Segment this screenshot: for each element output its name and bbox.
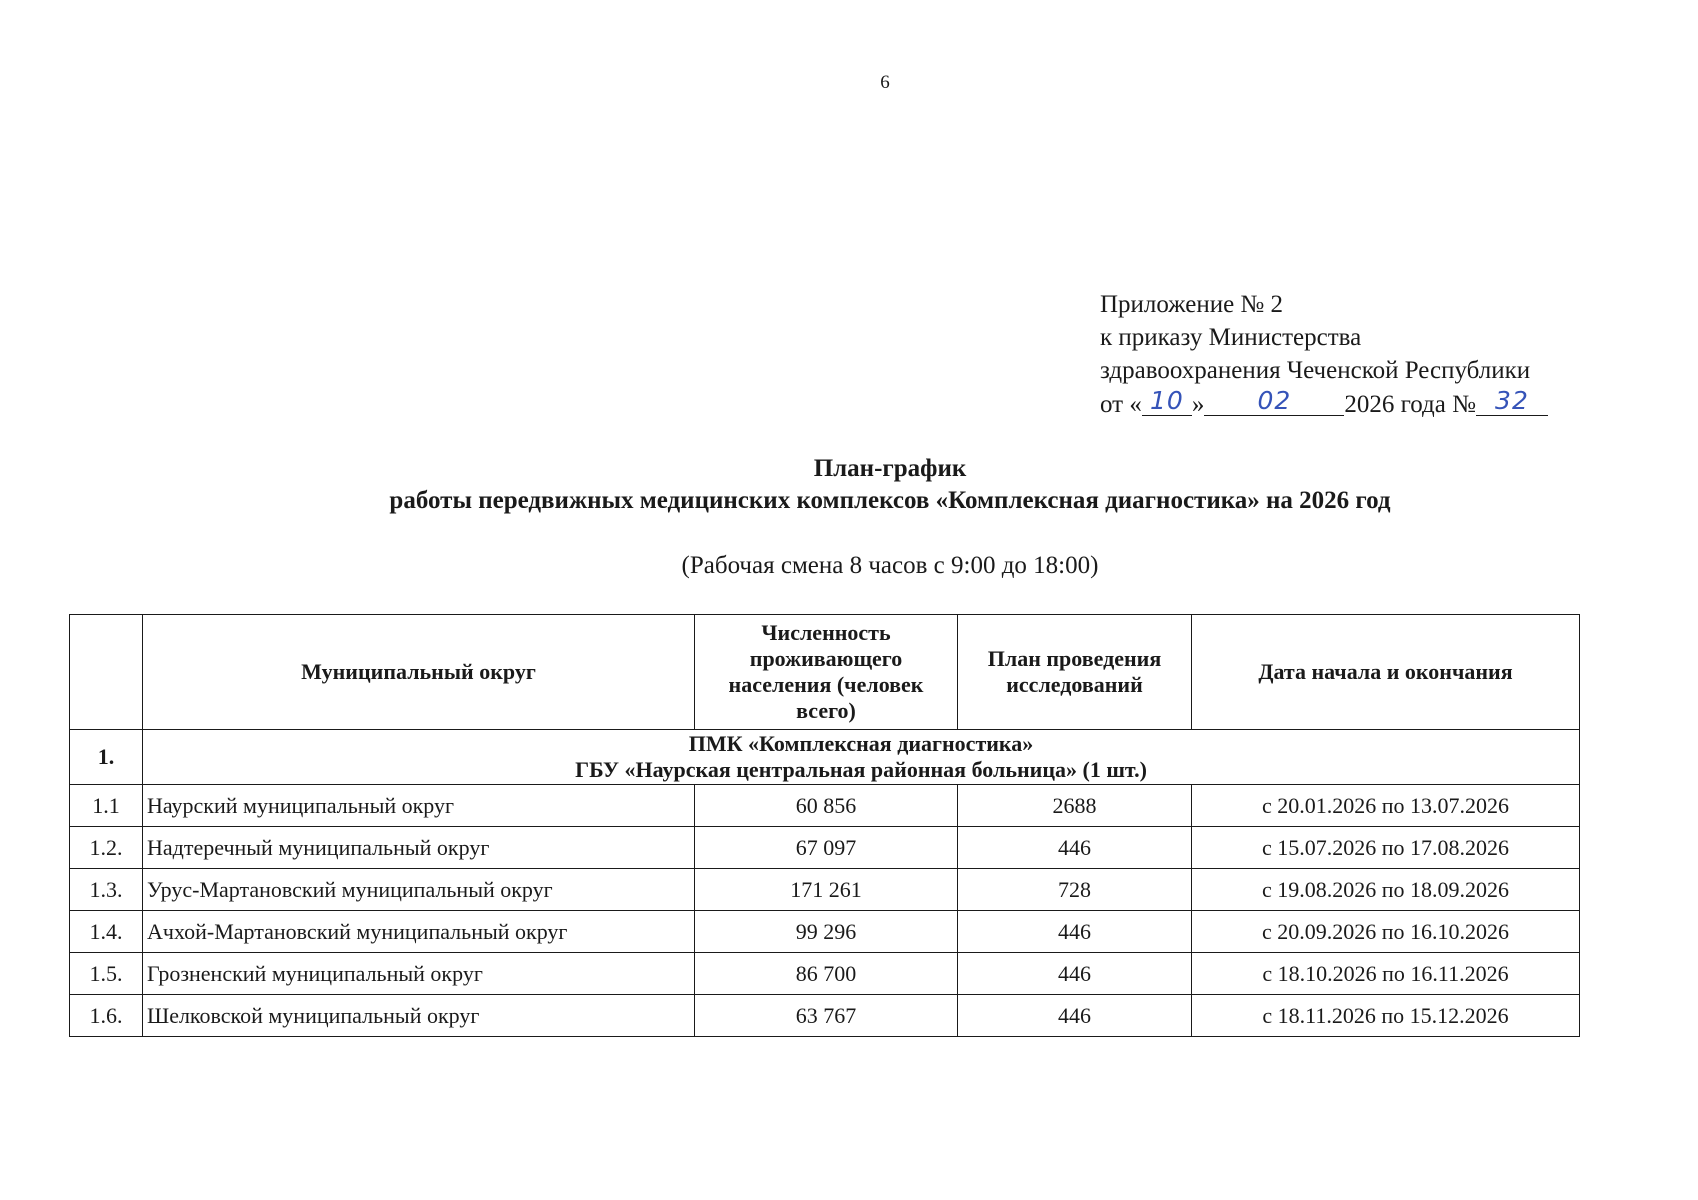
header-plan: План проведения исследований — [958, 615, 1192, 730]
row-plan: 446 — [958, 911, 1192, 953]
document-title: План-график — [813, 455, 967, 482]
row-num: 1.5. — [70, 953, 143, 995]
row-district: Урус-Мартановский муниципальный округ — [143, 869, 695, 911]
row-plan: 728 — [958, 869, 1192, 911]
row-district: Надтеречный муниципальный округ — [143, 827, 695, 869]
document-subtitle: (Рабочая смена 8 часов с 9:00 до 18:00) — [681, 552, 1099, 579]
section-row — [70, 730, 1580, 785]
month-field — [1204, 387, 1344, 416]
row-dates: с 19.08.2026 по 18.09.2026 — [1192, 869, 1580, 911]
row-plan: 446 — [958, 827, 1192, 869]
handwritten-day: 10 — [1149, 386, 1184, 415]
section-num: 1. — [70, 730, 143, 785]
row-population: 67 097 — [695, 827, 958, 869]
section-title-line-2: ГБУ «Наурская центральная районная больница» (1 шт.) — [575, 757, 1147, 782]
appendix-line-2: к приказу Министерства — [1100, 324, 1362, 351]
row-district: Шелковской муниципальный округ — [143, 995, 695, 1037]
row-plan: 2688 — [958, 785, 1192, 827]
row-district: Ачхой-Мартановский муниципальный округ — [143, 911, 695, 953]
appendix-line-1: Приложение № 2 — [1100, 291, 1284, 318]
header-district: Муниципальный округ — [143, 615, 695, 730]
date-mid: » — [1191, 391, 1205, 418]
header-population: Численность проживающего населения (человек всего) — [695, 615, 958, 730]
table-row — [70, 827, 1580, 869]
appendix-block — [1100, 288, 1548, 421]
row-dates: с 15.07.2026 по 17.08.2026 — [1192, 827, 1580, 869]
row-dates: с 20.01.2026 по 13.07.2026 — [1192, 785, 1580, 827]
row-dates: с 18.10.2026 по 16.11.2026 — [1192, 953, 1580, 995]
table-row — [70, 995, 1580, 1037]
table-row — [70, 953, 1580, 995]
row-dates: с 20.09.2026 по 16.10.2026 — [1192, 911, 1580, 953]
row-population: 171 261 — [695, 869, 958, 911]
row-population: 63 767 — [695, 995, 958, 1037]
date-prefix: от « — [1100, 391, 1142, 418]
table-row — [70, 911, 1580, 953]
row-dates: с 18.11.2026 по 15.12.2026 — [1192, 995, 1580, 1037]
table-row — [70, 785, 1580, 827]
row-plan: 446 — [958, 953, 1192, 995]
document-title-line-2: работы передвижных медицинских комплексов «Комплексная диагностика» на 2026 год — [389, 487, 1391, 514]
row-num: 1.3. — [70, 869, 143, 911]
schedule-table — [69, 614, 1580, 1037]
row-population: 99 296 — [695, 911, 958, 953]
row-plan: 446 — [958, 995, 1192, 1037]
order-number-field — [1476, 387, 1548, 416]
section-title — [143, 730, 1580, 785]
row-num: 1.4. — [70, 911, 143, 953]
header-dates: Дата начала и окончания — [1192, 615, 1580, 730]
row-num: 1.1 — [70, 785, 143, 827]
appendix-date-line — [1100, 387, 1548, 421]
appendix-line-3: здравоохранения Чеченской Республики — [1100, 357, 1531, 384]
header-num — [70, 615, 143, 730]
row-population: 86 700 — [695, 953, 958, 995]
day-field — [1142, 387, 1192, 416]
handwritten-month: 02 — [1257, 386, 1292, 415]
row-district: Наурский муниципальный округ — [143, 785, 695, 827]
section-title-line-1: ПМК «Комплексная диагностика» — [688, 731, 1034, 756]
row-num: 1.6. — [70, 995, 143, 1037]
handwritten-order-number: 32 — [1495, 386, 1529, 415]
table-row — [70, 869, 1580, 911]
table-header-row — [70, 615, 1580, 730]
page-number: 6 — [880, 72, 890, 93]
row-population: 60 856 — [695, 785, 958, 827]
row-num: 1.2. — [70, 827, 143, 869]
year-text: 2026 года № — [1344, 391, 1476, 418]
row-district: Грозненский муниципальный округ — [143, 953, 695, 995]
